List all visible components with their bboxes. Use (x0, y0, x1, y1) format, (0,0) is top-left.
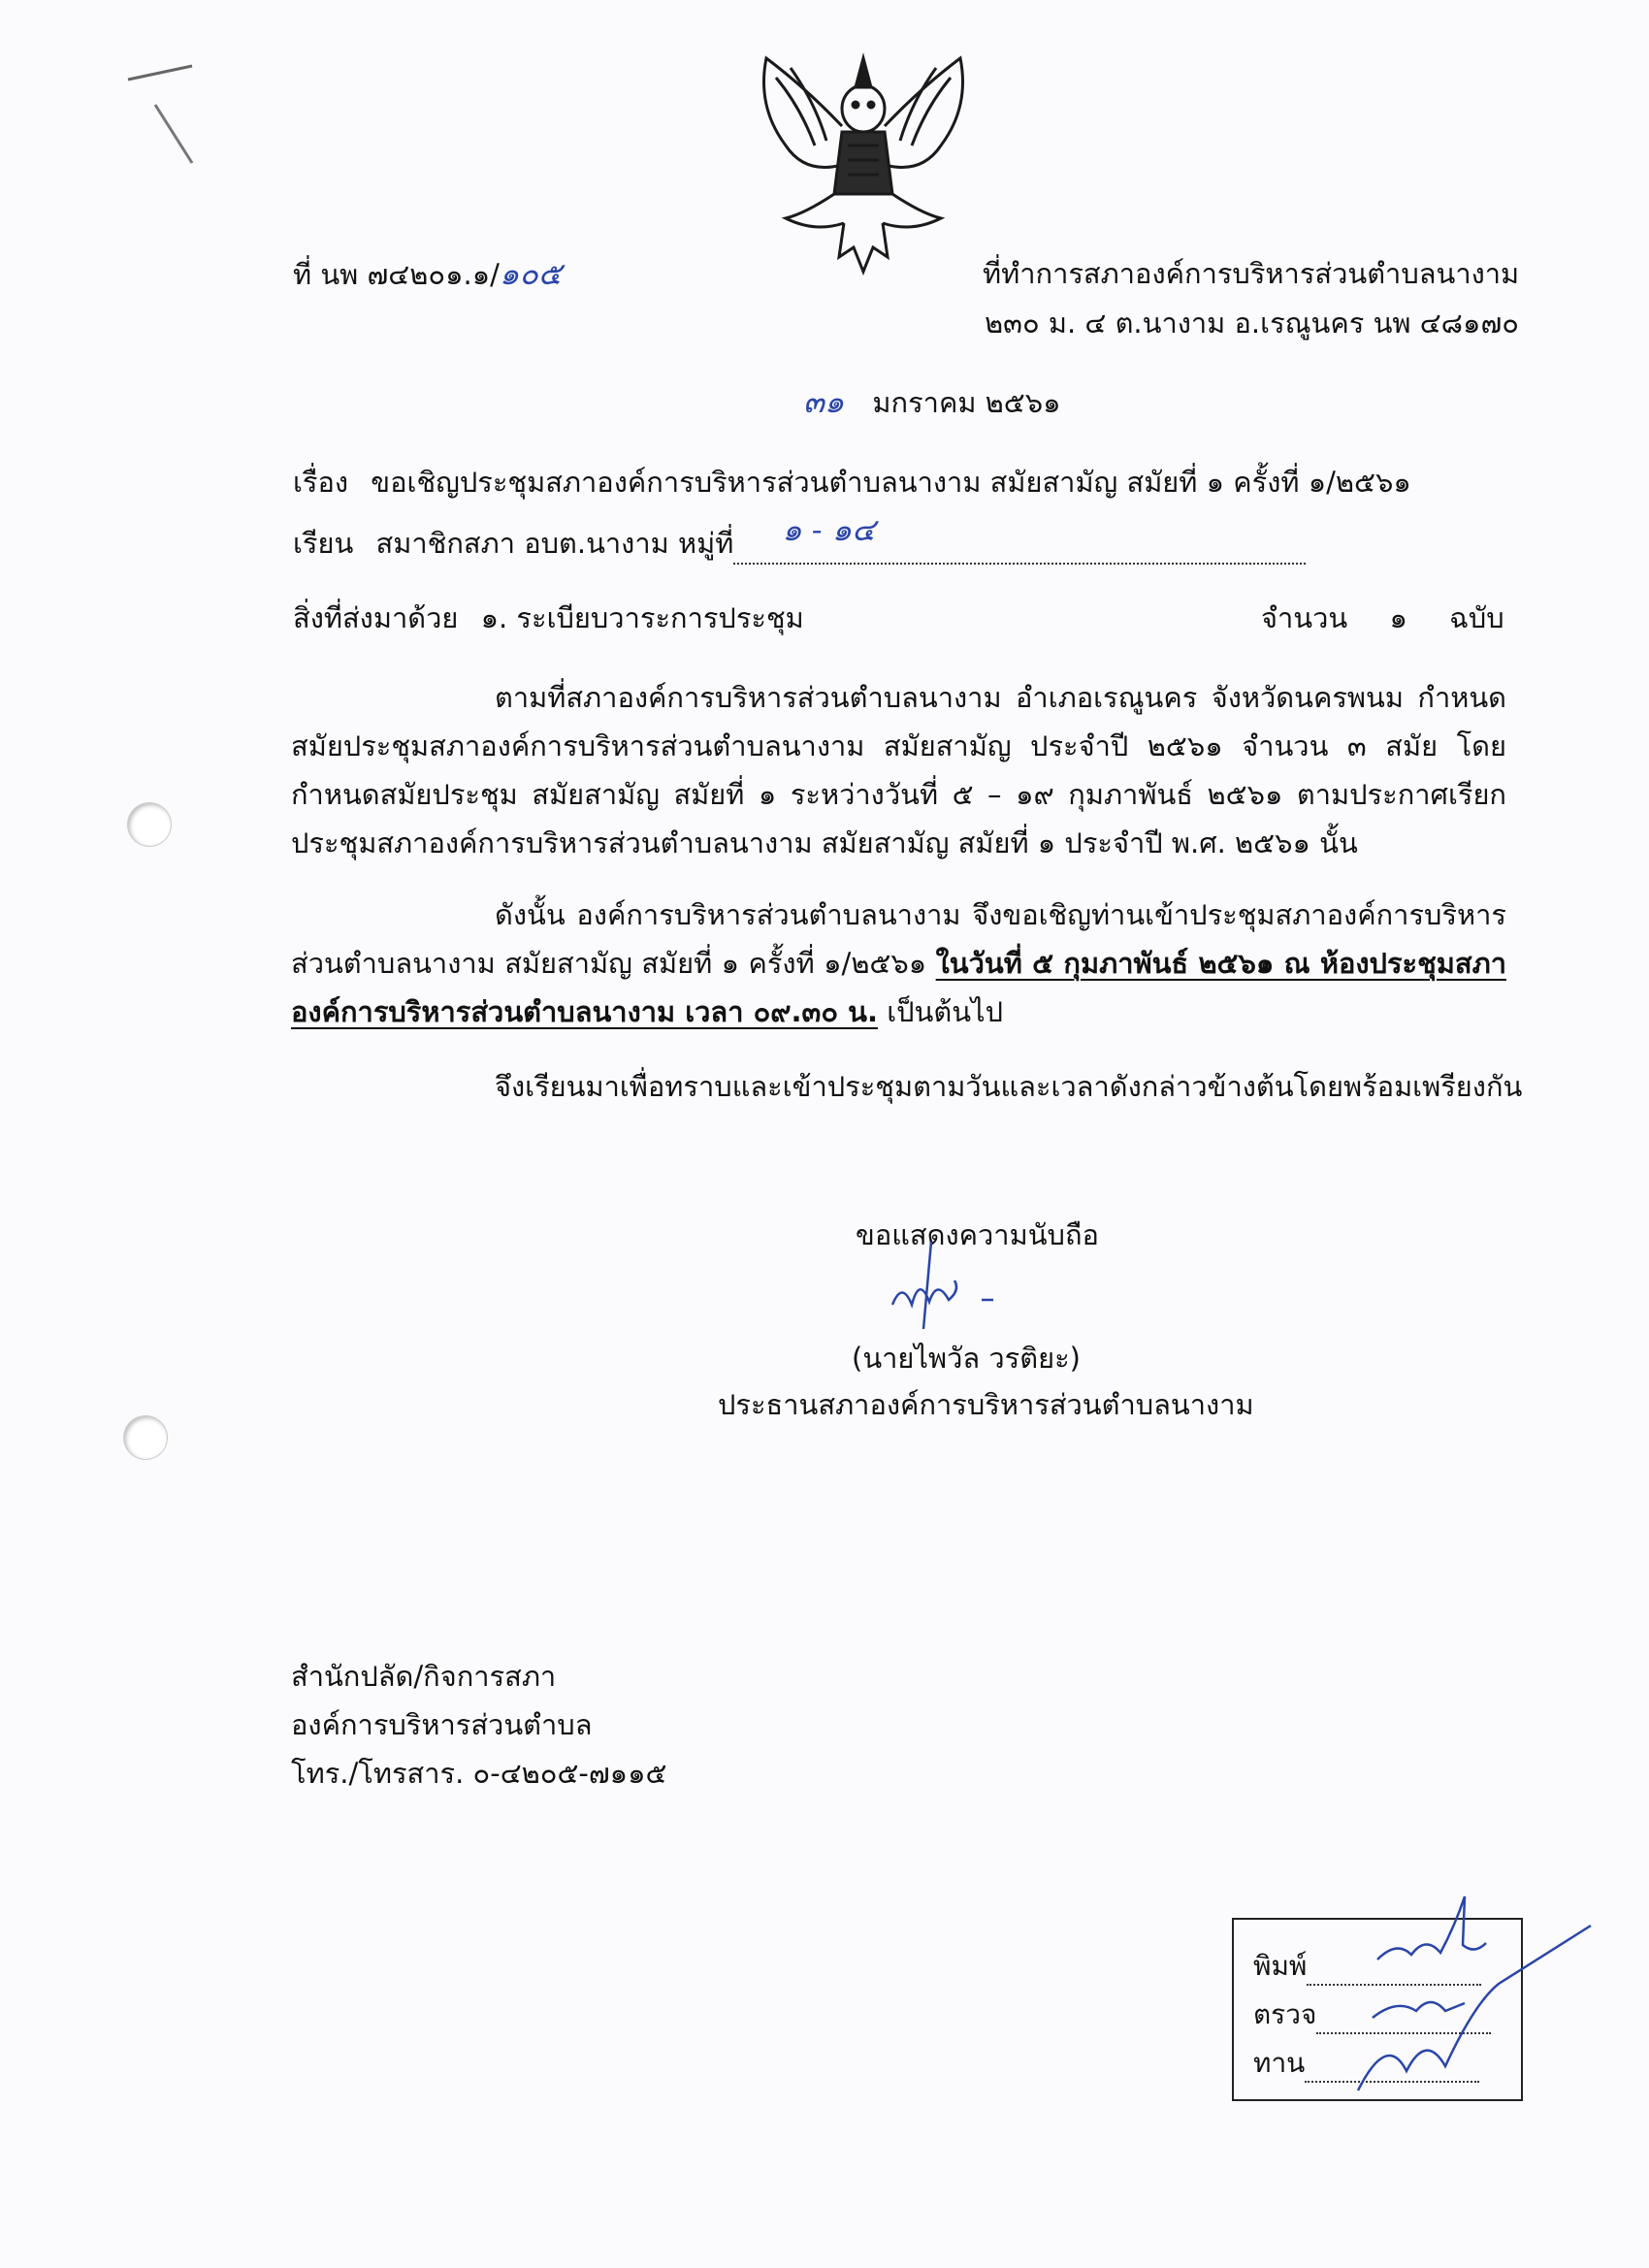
addressee-text: สมาชิกสภา อบต.นางาม หมู่ที่ (375, 527, 734, 560)
approval-initials (1319, 1887, 1610, 2100)
addressee-label: เรียน (293, 527, 354, 560)
addressee-line (293, 511, 1306, 565)
approval-checked-row: ตรวจ (1253, 1997, 1491, 2034)
reference-prefix: ที่ นพ ๗๔๒๐๑.๑/ (293, 258, 500, 291)
handwritten-date-day: ๓๑ (803, 383, 845, 420)
meeting-date-location: ในวันที่ ๕ กุมภาพันธ์ ๒๕๖๑ ณ ห้องประชุมสภาองค์การบริหารส่วนตำบลนางาม เวลา ๐๙.๓๐ น. (291, 947, 1506, 1028)
subject-label: เรื่อง (293, 466, 349, 499)
punch-hole (124, 1416, 167, 1459)
body-paragraph-3: จึงเรียนมาเพื่อทราบและเข้าประชุมตามวันและเวลาดังกล่าวข้างต้นโดยพร้อมเพรียงกัน (495, 1070, 1523, 1103)
enclosure-count (1261, 599, 1504, 637)
office-address-line2: ๒๓๐ ม. ๔ ต.นางาม อ.เรณูนคร นพ ๔๘๑๗๐ (985, 307, 1519, 340)
garuda-emblem (747, 49, 980, 281)
enclosure-item: ๑. ระเบียบวาระการประชุม (480, 601, 804, 634)
signer-name: (นายไพวัล วรติยะ) (852, 1342, 1081, 1375)
signature-mark (873, 1232, 1028, 1339)
handwritten-villages: ๑ - ๑๔ (782, 511, 876, 548)
letter-date (803, 382, 1061, 422)
subject-text: ขอเชิญประชุมสภาองค์การบริหารส่วนตำบลนางาม สมัยสามัญ สมัยที่ ๑ ครั้งที่ ๑/๒๕๖๑ (371, 466, 1411, 499)
enclosure-unit: ฉบับ (1449, 601, 1504, 634)
footer-department: สำนักปลัด/กิจการสภา (291, 1660, 557, 1693)
footer-phone: โทร./โทรสาร. ๐-๔๒๐๕-๗๑๑๕ (291, 1757, 667, 1790)
punch-hole (128, 803, 171, 846)
date-month-year: มกราคม ๒๕๖๑ (872, 386, 1061, 419)
handwritten-reference: ๑๐๕ (499, 255, 562, 292)
addressee-fill-line (733, 511, 1306, 565)
enclosure-count-value: ๑ (1389, 601, 1407, 634)
approval-revised-row: ทาน (1253, 2046, 1479, 2083)
subject-line (293, 463, 1411, 502)
footer-organization: องค์การบริหารส่วนตำบล (291, 1708, 593, 1741)
closing-phrase: ขอแสดงความนับถือ (856, 1218, 1099, 1251)
staple-mark (116, 58, 213, 175)
office-address-line1: ที่ทำการสภาองค์การบริหารส่วนตำบลนางาม (983, 257, 1520, 290)
enclosure-label: สิ่งที่ส่งมาด้วย (293, 601, 459, 634)
body-paragraph-1: ตามที่สภาองค์การบริหารส่วนตำบลนางาม อำเภอเรณูนคร จังหวัดนครพนม กำหนดสมัยประชุมสภาองค์การบริหารส่วนตำบลนางาม สมัยสามัญ ประจำปี ๒๕๖๑ จำนวน ๓ สมัย โดยกำหนดสมัยประชุม สมัยสามัญ สมัยที่ ๑ ระหว่างวันที่ ๕ – ๑๙ กุมภาพันธ์ ๒๕๖๑ ตามประกาศเรียกประชุมสภาองค์การบริหารส่วนตำบลนางาม สมัยสามัญ สมัยที่ ๑ ประจำปี พ.ศ. ๒๕๖๑ นั้น (291, 681, 1506, 859)
body-paragraph-2: ดังนั้น องค์การบริหารส่วนตำบลนางาม จึงขอเชิญท่านเข้าประชุมสภาองค์การบริหารส่วนตำบลนางาม สมัยสามัญ สมัยที่ ๑ ครั้งที่ ๑/๒๕๖๑ ในวันที่ ๕ กุมภาพันธ์ ๒๕๖๑ ณ ห้องประชุมสภาองค์การบริหารส่วนตำบลนางาม เวลา ๐๙.๓๐ น. เป็นต้นไป (291, 898, 1506, 1028)
enclosure-count-label: จำนวน (1261, 601, 1348, 634)
approval-typed-row: พิมพ์ (1253, 1949, 1481, 1986)
signer-title: ประธานสภาองค์การบริหารส่วนตำบลนางาม (718, 1388, 1254, 1421)
reference-number (293, 254, 562, 294)
enclosure-line (293, 599, 804, 637)
